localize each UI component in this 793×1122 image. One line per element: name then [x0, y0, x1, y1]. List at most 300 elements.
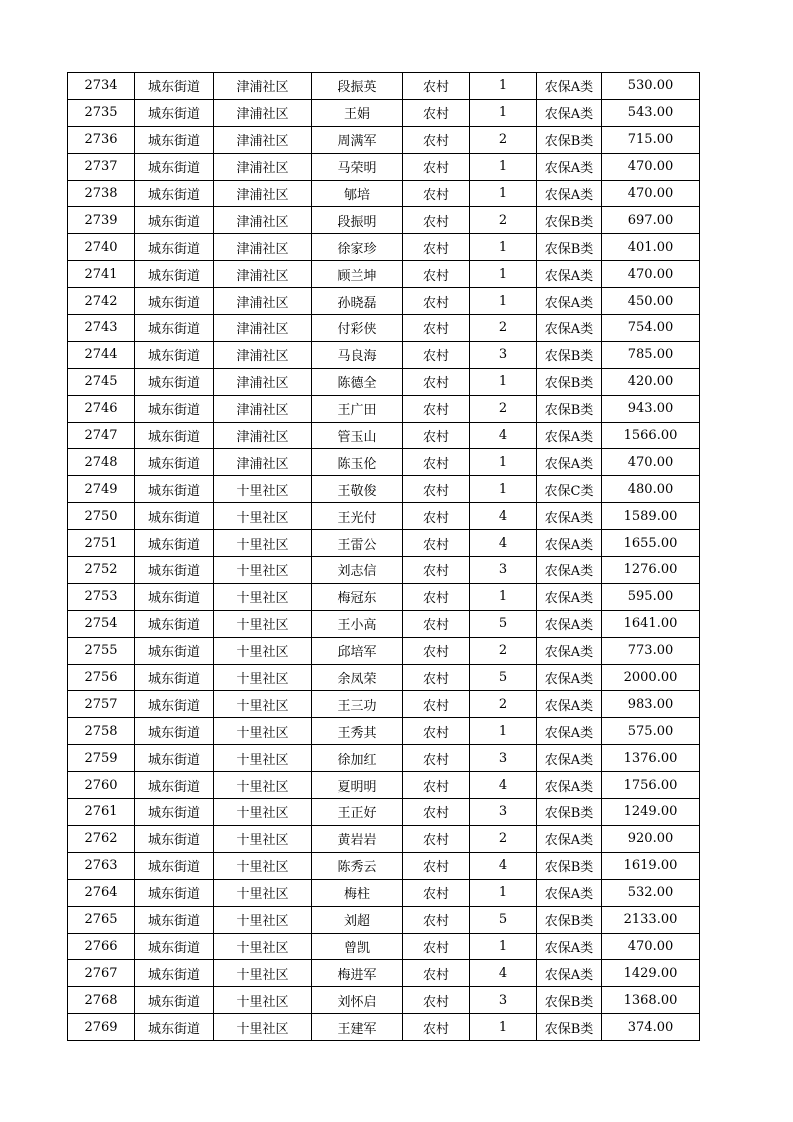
community-cell: 津浦社区	[214, 153, 312, 180]
subdistrict-cell: 城东街道	[135, 530, 214, 557]
insurance-category-cell: 农保B类	[537, 987, 602, 1014]
household-size-cell: 3	[470, 799, 537, 826]
table-row	[68, 557, 700, 584]
area-type-cell: 农村	[403, 153, 470, 180]
amount-cell: 470.00	[602, 180, 700, 207]
insurance-category-cell: 农保A类	[537, 557, 602, 584]
community-cell: 津浦社区	[214, 180, 312, 207]
area-type-cell: 农村	[403, 825, 470, 852]
table-row	[68, 395, 700, 422]
household-size-cell: 1	[470, 718, 537, 745]
household-size-cell: 2	[470, 207, 537, 234]
name-cell: 徐家珍	[312, 234, 403, 261]
serial-number-cell: 2749	[68, 476, 135, 503]
insurance-category-cell: 农保A类	[537, 583, 602, 610]
amount-cell: 480.00	[602, 476, 700, 503]
community-cell: 津浦社区	[214, 395, 312, 422]
name-cell: 刘怀启	[312, 987, 403, 1014]
household-size-cell: 3	[470, 745, 537, 772]
name-cell: 余凤荣	[312, 664, 403, 691]
area-type-cell: 农村	[403, 422, 470, 449]
subdistrict-cell: 城东街道	[135, 745, 214, 772]
community-cell: 十里社区	[214, 1014, 312, 1041]
table-row	[68, 449, 700, 476]
amount-cell: 920.00	[602, 825, 700, 852]
area-type-cell: 农村	[403, 368, 470, 395]
area-type-cell: 农村	[403, 395, 470, 422]
insurance-category-cell: 农保A类	[537, 718, 602, 745]
subdistrict-cell: 城东街道	[135, 664, 214, 691]
amount-cell: 785.00	[602, 341, 700, 368]
area-type-cell: 农村	[403, 718, 470, 745]
serial-number-cell: 2757	[68, 691, 135, 718]
subdistrict-cell: 城东街道	[135, 583, 214, 610]
subdistrict-cell: 城东街道	[135, 799, 214, 826]
subdistrict-cell: 城东街道	[135, 341, 214, 368]
insurance-category-cell: 农保B类	[537, 395, 602, 422]
name-cell: 邱培军	[312, 637, 403, 664]
area-type-cell: 农村	[403, 879, 470, 906]
area-type-cell: 农村	[403, 503, 470, 530]
amount-cell: 543.00	[602, 99, 700, 126]
name-cell: 顾兰坤	[312, 261, 403, 288]
community-cell: 津浦社区	[214, 422, 312, 449]
area-type-cell: 农村	[403, 557, 470, 584]
insurance-category-cell: 农保B类	[537, 207, 602, 234]
subdistrict-cell: 城东街道	[135, 610, 214, 637]
insurance-category-cell: 农保A类	[537, 449, 602, 476]
household-size-cell: 1	[470, 234, 537, 261]
subdistrict-cell: 城东街道	[135, 987, 214, 1014]
subdistrict-cell: 城东街道	[135, 825, 214, 852]
community-cell: 十里社区	[214, 691, 312, 718]
area-type-cell: 农村	[403, 207, 470, 234]
table-row	[68, 153, 700, 180]
household-size-cell: 1	[470, 449, 537, 476]
insurance-category-cell: 农保A类	[537, 530, 602, 557]
community-cell: 津浦社区	[214, 341, 312, 368]
subdistrict-cell: 城东街道	[135, 73, 214, 100]
amount-cell: 450.00	[602, 288, 700, 315]
name-cell: 陈德全	[312, 368, 403, 395]
insurance-category-cell: 农保A类	[537, 664, 602, 691]
amount-cell: 754.00	[602, 315, 700, 342]
area-type-cell: 农村	[403, 906, 470, 933]
community-cell: 十里社区	[214, 557, 312, 584]
serial-number-cell: 2739	[68, 207, 135, 234]
subdistrict-cell: 城东街道	[135, 960, 214, 987]
subdistrict-cell: 城东街道	[135, 153, 214, 180]
subdistrict-cell: 城东街道	[135, 261, 214, 288]
name-cell: 管玉山	[312, 422, 403, 449]
serial-number-cell: 2740	[68, 234, 135, 261]
table-row	[68, 960, 700, 987]
subdistrict-cell: 城东街道	[135, 315, 214, 342]
subdistrict-cell: 城东街道	[135, 476, 214, 503]
amount-cell: 1566.00	[602, 422, 700, 449]
community-cell: 十里社区	[214, 987, 312, 1014]
name-cell: 马良海	[312, 341, 403, 368]
table-row	[68, 530, 700, 557]
table-row	[68, 126, 700, 153]
name-cell: 刘志信	[312, 557, 403, 584]
amount-cell: 2133.00	[602, 906, 700, 933]
household-size-cell: 3	[470, 341, 537, 368]
subdistrict-cell: 城东街道	[135, 933, 214, 960]
household-size-cell: 2	[470, 395, 537, 422]
area-type-cell: 农村	[403, 852, 470, 879]
area-type-cell: 农村	[403, 341, 470, 368]
community-cell: 十里社区	[214, 637, 312, 664]
area-type-cell: 农村	[403, 126, 470, 153]
amount-cell: 1276.00	[602, 557, 700, 584]
name-cell: 陈玉伦	[312, 449, 403, 476]
household-size-cell: 1	[470, 368, 537, 395]
area-type-cell: 农村	[403, 288, 470, 315]
community-cell: 十里社区	[214, 718, 312, 745]
insurance-category-cell: 农保B类	[537, 906, 602, 933]
serial-number-cell: 2759	[68, 745, 135, 772]
serial-number-cell: 2747	[68, 422, 135, 449]
subdistrict-cell: 城东街道	[135, 879, 214, 906]
community-cell: 十里社区	[214, 745, 312, 772]
household-size-cell: 2	[470, 691, 537, 718]
insurance-category-cell: 农保B类	[537, 341, 602, 368]
community-cell: 津浦社区	[214, 315, 312, 342]
table-row	[68, 1014, 700, 1041]
serial-number-cell: 2760	[68, 772, 135, 799]
name-cell: 周满军	[312, 126, 403, 153]
amount-cell: 2000.00	[602, 664, 700, 691]
name-cell: 梅柱	[312, 879, 403, 906]
amount-cell: 401.00	[602, 234, 700, 261]
household-size-cell: 1	[470, 261, 537, 288]
area-type-cell: 农村	[403, 960, 470, 987]
serial-number-cell: 2750	[68, 503, 135, 530]
community-cell: 十里社区	[214, 960, 312, 987]
community-cell: 津浦社区	[214, 207, 312, 234]
subdistrict-cell: 城东街道	[135, 718, 214, 745]
amount-cell: 1641.00	[602, 610, 700, 637]
community-cell: 津浦社区	[214, 126, 312, 153]
roster-table	[67, 72, 700, 1041]
area-type-cell: 农村	[403, 987, 470, 1014]
table-row	[68, 503, 700, 530]
table-row	[68, 341, 700, 368]
subdistrict-cell: 城东街道	[135, 207, 214, 234]
household-size-cell: 1	[470, 180, 537, 207]
name-cell: 曾凯	[312, 933, 403, 960]
serial-number-cell: 2755	[68, 637, 135, 664]
household-size-cell: 3	[470, 987, 537, 1014]
subdistrict-cell: 城东街道	[135, 503, 214, 530]
serial-number-cell: 2735	[68, 99, 135, 126]
name-cell: 梅冠东	[312, 583, 403, 610]
table-row	[68, 73, 700, 100]
subdistrict-cell: 城东街道	[135, 99, 214, 126]
serial-number-cell: 2765	[68, 906, 135, 933]
area-type-cell: 农村	[403, 799, 470, 826]
table-row	[68, 933, 700, 960]
community-cell: 津浦社区	[214, 288, 312, 315]
household-size-cell: 1	[470, 288, 537, 315]
community-cell: 十里社区	[214, 583, 312, 610]
name-cell: 徐加红	[312, 745, 403, 772]
serial-number-cell: 2762	[68, 825, 135, 852]
amount-cell: 983.00	[602, 691, 700, 718]
area-type-cell: 农村	[403, 234, 470, 261]
community-cell: 十里社区	[214, 799, 312, 826]
amount-cell: 470.00	[602, 153, 700, 180]
subdistrict-cell: 城东街道	[135, 557, 214, 584]
table-row	[68, 261, 700, 288]
household-size-cell: 4	[470, 503, 537, 530]
name-cell: 王敬俊	[312, 476, 403, 503]
name-cell: 段振英	[312, 73, 403, 100]
community-cell: 十里社区	[214, 825, 312, 852]
insurance-category-cell: 农保A类	[537, 825, 602, 852]
name-cell: 王娟	[312, 99, 403, 126]
amount-cell: 470.00	[602, 933, 700, 960]
amount-cell: 1756.00	[602, 772, 700, 799]
household-size-cell: 1	[470, 879, 537, 906]
table-row	[68, 180, 700, 207]
insurance-category-cell: 农保B类	[537, 126, 602, 153]
area-type-cell: 农村	[403, 772, 470, 799]
insurance-category-cell: 农保A类	[537, 745, 602, 772]
name-cell: 黄岩岩	[312, 825, 403, 852]
table-row	[68, 987, 700, 1014]
amount-cell: 1589.00	[602, 503, 700, 530]
household-size-cell: 1	[470, 153, 537, 180]
serial-number-cell: 2761	[68, 799, 135, 826]
serial-number-cell: 2745	[68, 368, 135, 395]
community-cell: 十里社区	[214, 476, 312, 503]
household-size-cell: 1	[470, 583, 537, 610]
insurance-category-cell: 农保A类	[537, 180, 602, 207]
community-cell: 十里社区	[214, 933, 312, 960]
amount-cell: 530.00	[602, 73, 700, 100]
household-size-cell: 1	[470, 99, 537, 126]
serial-number-cell: 2754	[68, 610, 135, 637]
household-size-cell: 1	[470, 476, 537, 503]
subdistrict-cell: 城东街道	[135, 691, 214, 718]
insurance-category-cell: 农保A类	[537, 422, 602, 449]
insurance-category-cell: 农保C类	[537, 476, 602, 503]
table-row	[68, 583, 700, 610]
amount-cell: 697.00	[602, 207, 700, 234]
household-size-cell: 2	[470, 825, 537, 852]
insurance-category-cell: 农保B类	[537, 368, 602, 395]
household-size-cell: 5	[470, 610, 537, 637]
insurance-category-cell: 农保B类	[537, 234, 602, 261]
name-cell: 陈秀云	[312, 852, 403, 879]
name-cell: 郇培	[312, 180, 403, 207]
community-cell: 十里社区	[214, 772, 312, 799]
table-row	[68, 852, 700, 879]
name-cell: 付彩侠	[312, 315, 403, 342]
name-cell: 马荣明	[312, 153, 403, 180]
household-size-cell: 2	[470, 126, 537, 153]
table-row	[68, 422, 700, 449]
household-size-cell: 4	[470, 772, 537, 799]
table-row	[68, 772, 700, 799]
serial-number-cell: 2758	[68, 718, 135, 745]
serial-number-cell: 2748	[68, 449, 135, 476]
name-cell: 王建军	[312, 1014, 403, 1041]
table-row	[68, 906, 700, 933]
subdistrict-cell: 城东街道	[135, 180, 214, 207]
table-row	[68, 207, 700, 234]
area-type-cell: 农村	[403, 1014, 470, 1041]
subdistrict-cell: 城东街道	[135, 288, 214, 315]
community-cell: 津浦社区	[214, 73, 312, 100]
table-row	[68, 691, 700, 718]
table-row	[68, 368, 700, 395]
serial-number-cell: 2738	[68, 180, 135, 207]
community-cell: 十里社区	[214, 503, 312, 530]
serial-number-cell: 2736	[68, 126, 135, 153]
amount-cell: 1619.00	[602, 852, 700, 879]
amount-cell: 470.00	[602, 449, 700, 476]
serial-number-cell: 2744	[68, 341, 135, 368]
household-size-cell: 5	[470, 664, 537, 691]
household-size-cell: 2	[470, 637, 537, 664]
area-type-cell: 农村	[403, 99, 470, 126]
name-cell: 刘超	[312, 906, 403, 933]
subdistrict-cell: 城东街道	[135, 772, 214, 799]
subdistrict-cell: 城东街道	[135, 422, 214, 449]
table-row	[68, 879, 700, 906]
community-cell: 十里社区	[214, 879, 312, 906]
community-cell: 十里社区	[214, 852, 312, 879]
serial-number-cell: 2767	[68, 960, 135, 987]
table-row	[68, 745, 700, 772]
community-cell: 津浦社区	[214, 261, 312, 288]
insurance-category-cell: 农保A类	[537, 503, 602, 530]
household-size-cell: 4	[470, 530, 537, 557]
name-cell: 王广田	[312, 395, 403, 422]
area-type-cell: 农村	[403, 315, 470, 342]
insurance-category-cell: 农保A类	[537, 153, 602, 180]
insurance-category-cell: 农保B类	[537, 1014, 602, 1041]
amount-cell: 943.00	[602, 395, 700, 422]
name-cell: 王小高	[312, 610, 403, 637]
amount-cell: 532.00	[602, 879, 700, 906]
amount-cell: 1249.00	[602, 799, 700, 826]
area-type-cell: 农村	[403, 933, 470, 960]
insurance-category-cell: 农保A类	[537, 879, 602, 906]
subdistrict-cell: 城东街道	[135, 234, 214, 261]
table-row	[68, 799, 700, 826]
insurance-category-cell: 农保A类	[537, 610, 602, 637]
area-type-cell: 农村	[403, 664, 470, 691]
table-row	[68, 664, 700, 691]
insurance-category-cell: 农保A类	[537, 772, 602, 799]
insurance-category-cell: 农保B类	[537, 799, 602, 826]
community-cell: 十里社区	[214, 664, 312, 691]
household-size-cell: 4	[470, 960, 537, 987]
insurance-category-cell: 农保A类	[537, 315, 602, 342]
amount-cell: 773.00	[602, 637, 700, 664]
serial-number-cell: 2763	[68, 852, 135, 879]
insurance-category-cell: 农保A类	[537, 960, 602, 987]
serial-number-cell: 2743	[68, 315, 135, 342]
area-type-cell: 农村	[403, 180, 470, 207]
serial-number-cell: 2753	[68, 583, 135, 610]
serial-number-cell: 2746	[68, 395, 135, 422]
table-row	[68, 99, 700, 126]
amount-cell: 715.00	[602, 126, 700, 153]
serial-number-cell: 2752	[68, 557, 135, 584]
area-type-cell: 农村	[403, 610, 470, 637]
name-cell: 夏明明	[312, 772, 403, 799]
roster-table-body	[68, 73, 700, 1041]
table-row	[68, 315, 700, 342]
subdistrict-cell: 城东街道	[135, 1014, 214, 1041]
insurance-category-cell: 农保A类	[537, 73, 602, 100]
table-row	[68, 476, 700, 503]
community-cell: 十里社区	[214, 610, 312, 637]
household-size-cell: 5	[470, 906, 537, 933]
community-cell: 津浦社区	[214, 449, 312, 476]
serial-number-cell: 2766	[68, 933, 135, 960]
name-cell: 王雷公	[312, 530, 403, 557]
insurance-category-cell: 农保B类	[537, 852, 602, 879]
insurance-category-cell: 农保A类	[537, 261, 602, 288]
table-row	[68, 288, 700, 315]
household-size-cell: 1	[470, 1014, 537, 1041]
insurance-category-cell: 农保A类	[537, 933, 602, 960]
name-cell: 孙晓磊	[312, 288, 403, 315]
amount-cell: 1368.00	[602, 987, 700, 1014]
subdistrict-cell: 城东街道	[135, 126, 214, 153]
community-cell: 十里社区	[214, 530, 312, 557]
insurance-category-cell: 农保A类	[537, 99, 602, 126]
table-row	[68, 825, 700, 852]
area-type-cell: 农村	[403, 261, 470, 288]
area-type-cell: 农村	[403, 745, 470, 772]
household-size-cell: 1	[470, 73, 537, 100]
amount-cell: 1376.00	[602, 745, 700, 772]
name-cell: 梅进军	[312, 960, 403, 987]
serial-number-cell: 2756	[68, 664, 135, 691]
name-cell: 王秀其	[312, 718, 403, 745]
serial-number-cell: 2742	[68, 288, 135, 315]
community-cell: 十里社区	[214, 906, 312, 933]
amount-cell: 575.00	[602, 718, 700, 745]
subdistrict-cell: 城东街道	[135, 449, 214, 476]
community-cell: 津浦社区	[214, 99, 312, 126]
serial-number-cell: 2768	[68, 987, 135, 1014]
subdistrict-cell: 城东街道	[135, 368, 214, 395]
name-cell: 王光付	[312, 503, 403, 530]
insurance-category-cell: 农保A类	[537, 288, 602, 315]
amount-cell: 420.00	[602, 368, 700, 395]
serial-number-cell: 2734	[68, 73, 135, 100]
amount-cell: 595.00	[602, 583, 700, 610]
name-cell: 段振明	[312, 207, 403, 234]
table-row	[68, 234, 700, 261]
insurance-category-cell: 农保A类	[537, 691, 602, 718]
serial-number-cell: 2741	[68, 261, 135, 288]
area-type-cell: 农村	[403, 449, 470, 476]
name-cell: 王正好	[312, 799, 403, 826]
subdistrict-cell: 城东街道	[135, 852, 214, 879]
area-type-cell: 农村	[403, 637, 470, 664]
amount-cell: 1429.00	[602, 960, 700, 987]
table-row	[68, 610, 700, 637]
